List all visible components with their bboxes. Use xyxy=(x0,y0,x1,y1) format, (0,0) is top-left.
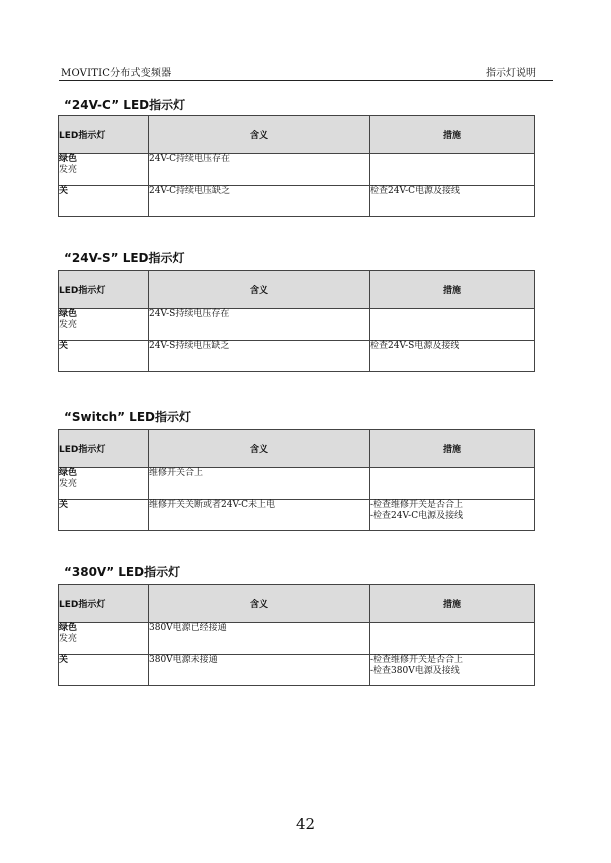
table-header-row xyxy=(59,271,535,309)
action-cell xyxy=(370,309,535,341)
column-header-led: LED指示灯 xyxy=(59,116,149,154)
led-state-label: 绿色 xyxy=(59,309,78,319)
table-row xyxy=(59,468,535,500)
column-header-action: 措施 xyxy=(370,116,535,154)
led-state-label: 关 xyxy=(59,500,69,510)
action-cell xyxy=(370,186,535,217)
led-state-cell xyxy=(59,186,149,217)
meaning-cell: 380V电源已经接通 xyxy=(149,623,370,655)
led-table-switch xyxy=(58,429,535,531)
column-header-meaning: 含义 xyxy=(149,116,370,154)
led-state-label: 绿色 xyxy=(59,154,78,164)
led-state-label: 关 xyxy=(59,655,69,665)
led-state-cell xyxy=(59,341,149,372)
action-line: 检查24V-C电源及接线 xyxy=(370,186,461,196)
meaning-cell: 维修开关合上 xyxy=(149,468,370,500)
led-state-sublabel: 发亮 xyxy=(59,320,78,330)
led-state-label: 关 xyxy=(59,341,69,351)
header-rule xyxy=(59,80,553,81)
led-state-sublabel: 发亮 xyxy=(59,165,78,175)
table-row xyxy=(59,500,535,531)
table-row xyxy=(59,309,535,341)
page-header-left: MOVITIC分布式变频器 xyxy=(61,68,172,79)
column-header-action: 措施 xyxy=(370,430,535,468)
action-cell xyxy=(370,500,535,531)
action-cell xyxy=(370,468,535,500)
action-cell xyxy=(370,623,535,655)
meaning-cell: 24V-C持续电压存在 xyxy=(149,154,370,186)
action-line: -检查维修开关是否合上 xyxy=(370,655,464,665)
meaning-cell: 380V电源未接通 xyxy=(149,655,370,686)
led-state-cell xyxy=(59,623,149,655)
led-state-cell xyxy=(59,154,149,186)
action-cell xyxy=(370,341,535,372)
led-state-label: 关 xyxy=(59,186,69,196)
meaning-cell: 24V-C持续电压缺乏 xyxy=(149,186,370,217)
section-title-switch: “Switch” LED指示灯 xyxy=(64,410,191,424)
table-row xyxy=(59,655,535,686)
led-state-label: 绿色 xyxy=(59,623,78,633)
led-state-cell xyxy=(59,468,149,500)
led-state-label: 绿色 xyxy=(59,468,78,478)
table-header-row xyxy=(59,585,535,623)
column-header-meaning: 含义 xyxy=(149,585,370,623)
column-header-led: LED指示灯 xyxy=(59,271,149,309)
table-row xyxy=(59,623,535,655)
column-header-meaning: 含义 xyxy=(149,430,370,468)
led-state-cell xyxy=(59,309,149,341)
section-title-380v: “380V” LED指示灯 xyxy=(64,565,181,579)
action-cell xyxy=(370,154,535,186)
led-table-24v-c xyxy=(58,115,535,217)
led-state-cell xyxy=(59,655,149,686)
action-line: -检查380V电源及接线 xyxy=(370,666,460,676)
table-header-row xyxy=(59,430,535,468)
meaning-cell: 维修开关关断或者24V-C未上电 xyxy=(149,500,370,531)
led-table-380v xyxy=(58,584,535,686)
table-row xyxy=(59,341,535,372)
action-cell xyxy=(370,655,535,686)
table-row xyxy=(59,154,535,186)
led-state-sublabel: 发亮 xyxy=(59,634,78,644)
section-title-24v-c: “24V-C” LED指示灯 xyxy=(64,98,186,112)
action-line: -检查24V-C电源及接线 xyxy=(370,511,464,521)
led-table-24v-s xyxy=(58,270,535,372)
page-header-right: 指示灯说明 xyxy=(486,68,536,79)
action-line: 检查24V-S电源及接线 xyxy=(370,341,460,351)
column-header-led: LED指示灯 xyxy=(59,430,149,468)
column-header-action: 措施 xyxy=(370,585,535,623)
column-header-meaning: 含义 xyxy=(149,271,370,309)
table-row xyxy=(59,186,535,217)
table-header-row xyxy=(59,116,535,154)
page-number: 42 xyxy=(295,815,316,833)
column-header-led: LED指示灯 xyxy=(59,585,149,623)
led-state-sublabel: 发亮 xyxy=(59,479,78,489)
meaning-cell: 24V-S持续电压缺乏 xyxy=(149,341,370,372)
led-state-cell xyxy=(59,500,149,531)
action-line: -检查维修开关是否合上 xyxy=(370,500,464,510)
column-header-action: 措施 xyxy=(370,271,535,309)
meaning-cell: 24V-S持续电压存在 xyxy=(149,309,370,341)
section-title-24v-s: “24V-S” LED指示灯 xyxy=(64,251,185,265)
